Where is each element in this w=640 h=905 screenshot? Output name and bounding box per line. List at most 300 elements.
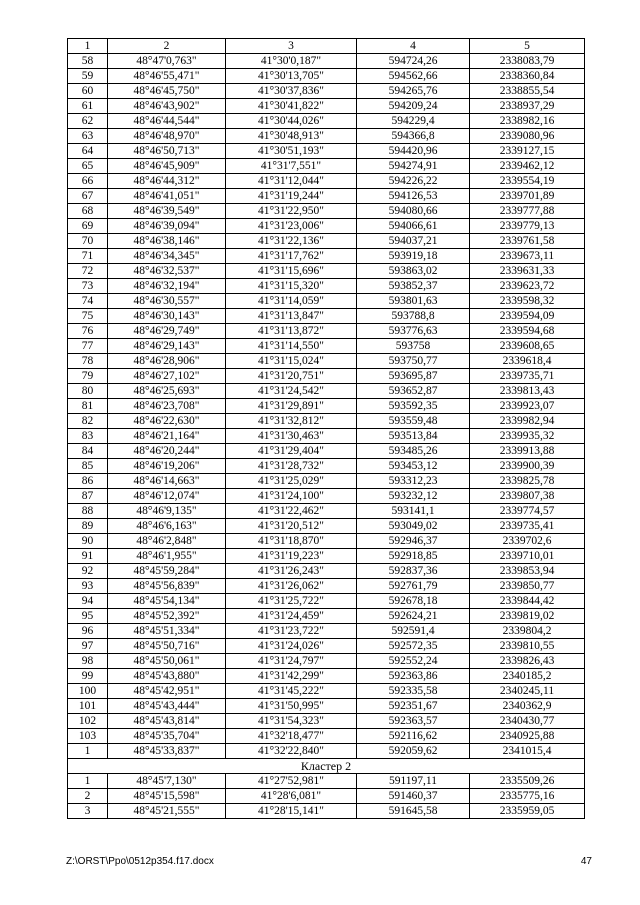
table-row xyxy=(68,54,585,69)
cell-latitude: 48°46'32,194" xyxy=(108,279,226,294)
cell-point-number: 59 xyxy=(68,69,108,84)
cell-x-coordinate: 594080,66 xyxy=(357,204,470,219)
cell-longitude: 41°30'0,187" xyxy=(226,54,357,69)
header-cell-point-number: 1 xyxy=(68,39,108,54)
cell-x-coordinate: 592837,36 xyxy=(357,564,470,579)
cluster-divider xyxy=(68,759,585,774)
cell-x-coordinate: 593788,8 xyxy=(357,309,470,324)
cell-point-number: 81 xyxy=(68,399,108,414)
table-row xyxy=(68,549,585,564)
cell-latitude: 48°46'19,206" xyxy=(108,459,226,474)
cell-x-coordinate: 592351,67 xyxy=(357,699,470,714)
cell-x-coordinate: 592335,58 xyxy=(357,684,470,699)
cell-x-coordinate: 592363,86 xyxy=(357,669,470,684)
footer-file-path: Z:\ORST\Ppo\0512p354.f17.docx xyxy=(66,856,214,867)
cell-longitude: 41°31'42,299" xyxy=(226,669,357,684)
cell-y-coordinate: 2335959,05 xyxy=(470,804,585,819)
cell-latitude: 48°45'52,392" xyxy=(108,609,226,624)
cell-longitude: 41°31'14,550" xyxy=(226,339,357,354)
cell-latitude: 48°46'45,750" xyxy=(108,84,226,99)
table-row xyxy=(68,489,585,504)
cell-latitude: 48°45'21,555" xyxy=(108,804,226,819)
cell-y-coordinate: 2339804,2 xyxy=(470,624,585,639)
cell-latitude: 48°46'44,312" xyxy=(108,174,226,189)
cell-y-coordinate: 2339923,07 xyxy=(470,399,585,414)
header-cell-latitude: 2 xyxy=(108,39,226,54)
table-row xyxy=(68,639,585,654)
cell-latitude: 48°46'41,051" xyxy=(108,189,226,204)
cell-x-coordinate: 593141,1 xyxy=(357,504,470,519)
cell-latitude: 48°46'29,143" xyxy=(108,339,226,354)
cell-longitude: 41°31'15,320" xyxy=(226,279,357,294)
cell-longitude: 41°27'52,981" xyxy=(226,774,357,789)
cell-x-coordinate: 594126,53 xyxy=(357,189,470,204)
table-row xyxy=(68,264,585,279)
cell-longitude: 41°30'44,026" xyxy=(226,114,357,129)
table-row xyxy=(68,144,585,159)
cell-y-coordinate: 2339810,55 xyxy=(470,639,585,654)
table-row xyxy=(68,129,585,144)
cell-point-number: 91 xyxy=(68,549,108,564)
table-row xyxy=(68,609,585,624)
cell-latitude: 48°46'22,630" xyxy=(108,414,226,429)
cell-latitude: 48°45'54,134" xyxy=(108,594,226,609)
cell-longitude: 41°31'13,847" xyxy=(226,309,357,324)
cell-point-number: 83 xyxy=(68,429,108,444)
table-row xyxy=(68,279,585,294)
cell-y-coordinate: 2339080,96 xyxy=(470,129,585,144)
cell-point-number: 99 xyxy=(68,669,108,684)
table-row xyxy=(68,519,585,534)
cell-longitude: 41°31'18,870" xyxy=(226,534,357,549)
table-row xyxy=(68,99,585,114)
cell-y-coordinate: 2339779,13 xyxy=(470,219,585,234)
cell-x-coordinate: 593652,87 xyxy=(357,384,470,399)
cell-y-coordinate: 2338937,29 xyxy=(470,99,585,114)
cell-latitude: 48°46'38,146" xyxy=(108,234,226,249)
cell-x-coordinate: 593695,87 xyxy=(357,369,470,384)
cell-point-number: 65 xyxy=(68,159,108,174)
cell-point-number: 103 xyxy=(68,729,108,744)
cell-y-coordinate: 2339774,57 xyxy=(470,504,585,519)
cell-x-coordinate: 593776,63 xyxy=(357,324,470,339)
table-row xyxy=(68,84,585,99)
table-row xyxy=(68,354,585,369)
cell-point-number: 90 xyxy=(68,534,108,549)
cell-latitude: 48°46'2,848" xyxy=(108,534,226,549)
cell-point-number: 93 xyxy=(68,579,108,594)
cell-x-coordinate: 592572,35 xyxy=(357,639,470,654)
cell-point-number: 94 xyxy=(68,594,108,609)
cell-x-coordinate: 593559,48 xyxy=(357,414,470,429)
cell-x-coordinate: 592552,24 xyxy=(357,654,470,669)
coordinates-table xyxy=(67,38,585,819)
cell-point-number: 76 xyxy=(68,324,108,339)
table-row xyxy=(68,339,585,354)
cell-y-coordinate: 2339554,19 xyxy=(470,174,585,189)
cell-y-coordinate: 2339735,41 xyxy=(470,519,585,534)
cell-latitude: 48°45'7,130" xyxy=(108,774,226,789)
cell-latitude: 48°46'1,955" xyxy=(108,549,226,564)
cell-x-coordinate: 593453,12 xyxy=(357,459,470,474)
cell-latitude: 48°46'45,909" xyxy=(108,159,226,174)
cell-y-coordinate: 2338855,54 xyxy=(470,84,585,99)
cell-latitude: 48°46'28,906" xyxy=(108,354,226,369)
cell-x-coordinate: 592591,4 xyxy=(357,624,470,639)
cell-longitude: 41°28'6,081" xyxy=(226,789,357,804)
cell-latitude: 48°45'42,951" xyxy=(108,684,226,699)
cell-point-number: 63 xyxy=(68,129,108,144)
cell-longitude: 41°30'41,822" xyxy=(226,99,357,114)
cell-point-number: 88 xyxy=(68,504,108,519)
cell-longitude: 41°32'22,840" xyxy=(226,744,357,759)
table-header xyxy=(68,39,585,54)
cell-y-coordinate: 2339819,02 xyxy=(470,609,585,624)
cell-x-coordinate: 592624,21 xyxy=(357,609,470,624)
cell-y-coordinate: 2339702,6 xyxy=(470,534,585,549)
cell-point-number: 60 xyxy=(68,84,108,99)
cell-x-coordinate: 593852,37 xyxy=(357,279,470,294)
cell-longitude: 41°31'15,024" xyxy=(226,354,357,369)
cell-latitude: 48°45'15,598" xyxy=(108,789,226,804)
cell-point-number: 96 xyxy=(68,624,108,639)
cell-y-coordinate: 2339761,58 xyxy=(470,234,585,249)
table-row xyxy=(68,714,585,729)
cell-latitude: 48°46'50,713" xyxy=(108,144,226,159)
cell-point-number: 75 xyxy=(68,309,108,324)
cell-latitude: 48°45'33,837" xyxy=(108,744,226,759)
cell-point-number: 66 xyxy=(68,174,108,189)
cell-point-number: 71 xyxy=(68,249,108,264)
cell-x-coordinate: 592918,85 xyxy=(357,549,470,564)
cell-latitude: 48°45'43,444" xyxy=(108,699,226,714)
cell-latitude: 48°46'23,708" xyxy=(108,399,226,414)
cell-y-coordinate: 2339594,68 xyxy=(470,324,585,339)
cell-longitude: 41°31'45,222" xyxy=(226,684,357,699)
cell-x-coordinate: 594209,24 xyxy=(357,99,470,114)
cell-x-coordinate: 594226,22 xyxy=(357,174,470,189)
cell-y-coordinate: 2339900,39 xyxy=(470,459,585,474)
cell-latitude: 48°46'25,693" xyxy=(108,384,226,399)
cell-longitude: 41°31'24,459" xyxy=(226,609,357,624)
cell-x-coordinate: 593592,35 xyxy=(357,399,470,414)
cell-latitude: 48°46'29,749" xyxy=(108,324,226,339)
table-row xyxy=(68,69,585,84)
cell-x-coordinate: 594229,4 xyxy=(357,114,470,129)
cell-x-coordinate: 593750,77 xyxy=(357,354,470,369)
table-row xyxy=(68,804,585,819)
cell-latitude: 48°46'39,549" xyxy=(108,204,226,219)
cell-longitude: 41°31'12,044" xyxy=(226,174,357,189)
table-row xyxy=(68,429,585,444)
cell-point-number: 61 xyxy=(68,99,108,114)
table-row xyxy=(68,534,585,549)
cell-latitude: 48°46'12,074" xyxy=(108,489,226,504)
cell-x-coordinate: 593485,26 xyxy=(357,444,470,459)
cell-longitude: 41°31'50,995" xyxy=(226,699,357,714)
cell-longitude: 41°28'15,141" xyxy=(226,804,357,819)
cell-y-coordinate: 2341015,4 xyxy=(470,744,585,759)
cell-x-coordinate: 591460,37 xyxy=(357,789,470,804)
cell-latitude: 48°46'55,471" xyxy=(108,69,226,84)
cell-latitude: 48°46'44,544" xyxy=(108,114,226,129)
cell-latitude: 48°45'50,716" xyxy=(108,639,226,654)
header-cell-x-coordinate: 4 xyxy=(357,39,470,54)
cell-longitude: 41°31'23,006" xyxy=(226,219,357,234)
cell-latitude: 48°46'39,094" xyxy=(108,219,226,234)
cell-longitude: 41°31'15,696" xyxy=(226,264,357,279)
cell-longitude: 41°31'20,512" xyxy=(226,519,357,534)
cell-x-coordinate: 592946,37 xyxy=(357,534,470,549)
cell-y-coordinate: 2338083,79 xyxy=(470,54,585,69)
cell-y-coordinate: 2339127,15 xyxy=(470,144,585,159)
cell-longitude: 41°31'26,243" xyxy=(226,564,357,579)
cell-x-coordinate: 593863,02 xyxy=(357,264,470,279)
cell-longitude: 41°31'22,950" xyxy=(226,204,357,219)
cell-x-coordinate: 594562,66 xyxy=(357,69,470,84)
cell-y-coordinate: 2339913,88 xyxy=(470,444,585,459)
cluster-label-row xyxy=(68,759,585,774)
cell-latitude: 48°45'43,880" xyxy=(108,669,226,684)
table-row xyxy=(68,174,585,189)
cell-longitude: 41°31'20,751" xyxy=(226,369,357,384)
cell-x-coordinate: 592059,62 xyxy=(357,744,470,759)
cell-point-number: 102 xyxy=(68,714,108,729)
cell-point-number: 101 xyxy=(68,699,108,714)
cell-longitude: 41°31'14,059" xyxy=(226,294,357,309)
table-row xyxy=(68,564,585,579)
cell-y-coordinate: 2339594,09 xyxy=(470,309,585,324)
cell-y-coordinate: 2339598,32 xyxy=(470,294,585,309)
cell-latitude: 48°47'0,763" xyxy=(108,54,226,69)
table-row xyxy=(68,789,585,804)
cell-longitude: 41°31'24,100" xyxy=(226,489,357,504)
cell-x-coordinate: 593232,12 xyxy=(357,489,470,504)
table-row xyxy=(68,729,585,744)
cell-longitude: 41°31'25,722" xyxy=(226,594,357,609)
cell-y-coordinate: 2339813,43 xyxy=(470,384,585,399)
cell-x-coordinate: 592678,18 xyxy=(357,594,470,609)
cell-y-coordinate: 2339982,94 xyxy=(470,414,585,429)
cell-latitude: 48°46'30,143" xyxy=(108,309,226,324)
cell-point-number: 77 xyxy=(68,339,108,354)
cell-y-coordinate: 2339850,77 xyxy=(470,579,585,594)
cell-point-number: 87 xyxy=(68,489,108,504)
cell-y-coordinate: 2335775,16 xyxy=(470,789,585,804)
cell-y-coordinate: 2339701,89 xyxy=(470,189,585,204)
cell-y-coordinate: 2339807,38 xyxy=(470,489,585,504)
cell-y-coordinate: 2339631,33 xyxy=(470,264,585,279)
cell-point-number: 3 xyxy=(68,804,108,819)
table-row xyxy=(68,309,585,324)
cell-y-coordinate: 2339826,43 xyxy=(470,654,585,669)
cell-longitude: 41°31'29,891" xyxy=(226,399,357,414)
cell-x-coordinate: 593758 xyxy=(357,339,470,354)
cell-longitude: 41°31'19,244" xyxy=(226,189,357,204)
cell-longitude: 41°32'18,477" xyxy=(226,729,357,744)
cell-longitude: 41°31'54,323" xyxy=(226,714,357,729)
cell-y-coordinate: 2340925,88 xyxy=(470,729,585,744)
cell-y-coordinate: 2340430,77 xyxy=(470,714,585,729)
cell-y-coordinate: 2339735,71 xyxy=(470,369,585,384)
table-row xyxy=(68,234,585,249)
cell-y-coordinate: 2339623,72 xyxy=(470,279,585,294)
cell-y-coordinate: 2339673,11 xyxy=(470,249,585,264)
table-row xyxy=(68,414,585,429)
table-row xyxy=(68,774,585,789)
table-row xyxy=(68,444,585,459)
cell-longitude: 41°31'25,029" xyxy=(226,474,357,489)
cell-latitude: 48°46'34,345" xyxy=(108,249,226,264)
cell-latitude: 48°45'50,061" xyxy=(108,654,226,669)
cell-point-number: 79 xyxy=(68,369,108,384)
cell-longitude: 41°31'26,062" xyxy=(226,579,357,594)
cell-latitude: 48°46'32,537" xyxy=(108,264,226,279)
table-row xyxy=(68,699,585,714)
cell-latitude: 48°46'27,102" xyxy=(108,369,226,384)
cell-longitude: 41°31'23,722" xyxy=(226,624,357,639)
cell-point-number: 1 xyxy=(68,744,108,759)
cell-x-coordinate: 594265,76 xyxy=(357,84,470,99)
table-row xyxy=(68,669,585,684)
cell-latitude: 48°45'43,814" xyxy=(108,714,226,729)
table-row xyxy=(68,294,585,309)
cell-latitude: 48°46'14,663" xyxy=(108,474,226,489)
cell-x-coordinate: 594274,91 xyxy=(357,159,470,174)
cell-point-number: 72 xyxy=(68,264,108,279)
cell-y-coordinate: 2340185,2 xyxy=(470,669,585,684)
cell-longitude: 41°30'48,913" xyxy=(226,129,357,144)
cell-point-number: 73 xyxy=(68,279,108,294)
cell-latitude: 48°46'43,902" xyxy=(108,99,226,114)
cell-point-number: 86 xyxy=(68,474,108,489)
cell-latitude: 48°46'6,163" xyxy=(108,519,226,534)
cell-point-number: 82 xyxy=(68,414,108,429)
cell-y-coordinate: 2339710,01 xyxy=(470,549,585,564)
footer-page-number: 47 xyxy=(580,856,592,867)
cell-y-coordinate: 2339618,4 xyxy=(470,354,585,369)
cell-longitude: 41°31'24,797" xyxy=(226,654,357,669)
cell-x-coordinate: 594724,26 xyxy=(357,54,470,69)
cell-point-number: 95 xyxy=(68,609,108,624)
cell-point-number: 68 xyxy=(68,204,108,219)
cell-latitude: 48°46'9,135" xyxy=(108,504,226,519)
table-row xyxy=(68,249,585,264)
table-body-cluster-2 xyxy=(68,774,585,819)
cell-y-coordinate: 2339853,94 xyxy=(470,564,585,579)
cell-x-coordinate: 594420,96 xyxy=(357,144,470,159)
cell-longitude: 41°31'28,732" xyxy=(226,459,357,474)
table-row xyxy=(68,654,585,669)
table-row xyxy=(68,114,585,129)
cell-point-number: 64 xyxy=(68,144,108,159)
cell-point-number: 100 xyxy=(68,684,108,699)
cell-x-coordinate: 593513,84 xyxy=(357,429,470,444)
cell-point-number: 74 xyxy=(68,294,108,309)
cell-point-number: 89 xyxy=(68,519,108,534)
cell-latitude: 48°46'48,970" xyxy=(108,129,226,144)
cell-longitude: 41°31'22,136" xyxy=(226,234,357,249)
cell-latitude: 48°46'21,164" xyxy=(108,429,226,444)
table-body-cluster-1 xyxy=(68,54,585,759)
cell-point-number: 98 xyxy=(68,654,108,669)
cell-x-coordinate: 591645,58 xyxy=(357,804,470,819)
cluster-label: Кластер 2 xyxy=(68,759,585,774)
cell-y-coordinate: 2340245,11 xyxy=(470,684,585,699)
table-row xyxy=(68,624,585,639)
cell-point-number: 70 xyxy=(68,234,108,249)
cell-point-number: 2 xyxy=(68,789,108,804)
cell-longitude: 41°31'13,872" xyxy=(226,324,357,339)
header-row xyxy=(68,39,585,54)
table-row xyxy=(68,504,585,519)
table-row xyxy=(68,189,585,204)
cell-point-number: 85 xyxy=(68,459,108,474)
cell-y-coordinate: 2339608,65 xyxy=(470,339,585,354)
cell-longitude: 41°30'13,705" xyxy=(226,69,357,84)
cell-point-number: 84 xyxy=(68,444,108,459)
table-row xyxy=(68,219,585,234)
cell-latitude: 48°45'51,334" xyxy=(108,624,226,639)
cell-longitude: 41°31'24,542" xyxy=(226,384,357,399)
cell-longitude: 41°31'22,462" xyxy=(226,504,357,519)
cell-point-number: 1 xyxy=(68,774,108,789)
cell-point-number: 58 xyxy=(68,54,108,69)
cell-point-number: 69 xyxy=(68,219,108,234)
cell-x-coordinate: 593919,18 xyxy=(357,249,470,264)
cell-longitude: 41°31'17,762" xyxy=(226,249,357,264)
cell-x-coordinate: 594037,21 xyxy=(357,234,470,249)
cell-point-number: 78 xyxy=(68,354,108,369)
table-row xyxy=(68,204,585,219)
cell-y-coordinate: 2335509,26 xyxy=(470,774,585,789)
cell-x-coordinate: 592363,57 xyxy=(357,714,470,729)
cell-point-number: 92 xyxy=(68,564,108,579)
cell-y-coordinate: 2339825,78 xyxy=(470,474,585,489)
cell-y-coordinate: 2339935,32 xyxy=(470,429,585,444)
cell-y-coordinate: 2339462,12 xyxy=(470,159,585,174)
cell-latitude: 48°45'35,704" xyxy=(108,729,226,744)
cell-y-coordinate: 2339844,42 xyxy=(470,594,585,609)
cell-x-coordinate: 591197,11 xyxy=(357,774,470,789)
table-row xyxy=(68,324,585,339)
cell-x-coordinate: 593049,02 xyxy=(357,519,470,534)
cell-point-number: 67 xyxy=(68,189,108,204)
table-row xyxy=(68,744,585,759)
cell-y-coordinate: 2340362,9 xyxy=(470,699,585,714)
table-row xyxy=(68,384,585,399)
table-row xyxy=(68,579,585,594)
cell-point-number: 97 xyxy=(68,639,108,654)
cell-y-coordinate: 2338982,16 xyxy=(470,114,585,129)
cell-x-coordinate: 594366,8 xyxy=(357,129,470,144)
header-cell-longitude: 3 xyxy=(226,39,357,54)
cell-latitude: 48°45'56,839" xyxy=(108,579,226,594)
table-row xyxy=(68,399,585,414)
cell-longitude: 41°31'32,812" xyxy=(226,414,357,429)
cell-longitude: 41°31'29,404" xyxy=(226,444,357,459)
cell-longitude: 41°31'24,026" xyxy=(226,639,357,654)
cell-x-coordinate: 593801,63 xyxy=(357,294,470,309)
cell-latitude: 48°46'20,244" xyxy=(108,444,226,459)
table-row xyxy=(68,459,585,474)
table-row xyxy=(68,594,585,609)
cell-longitude: 41°30'51,193" xyxy=(226,144,357,159)
cell-x-coordinate: 592761,79 xyxy=(357,579,470,594)
cell-point-number: 62 xyxy=(68,114,108,129)
table-row xyxy=(68,159,585,174)
table-row xyxy=(68,369,585,384)
